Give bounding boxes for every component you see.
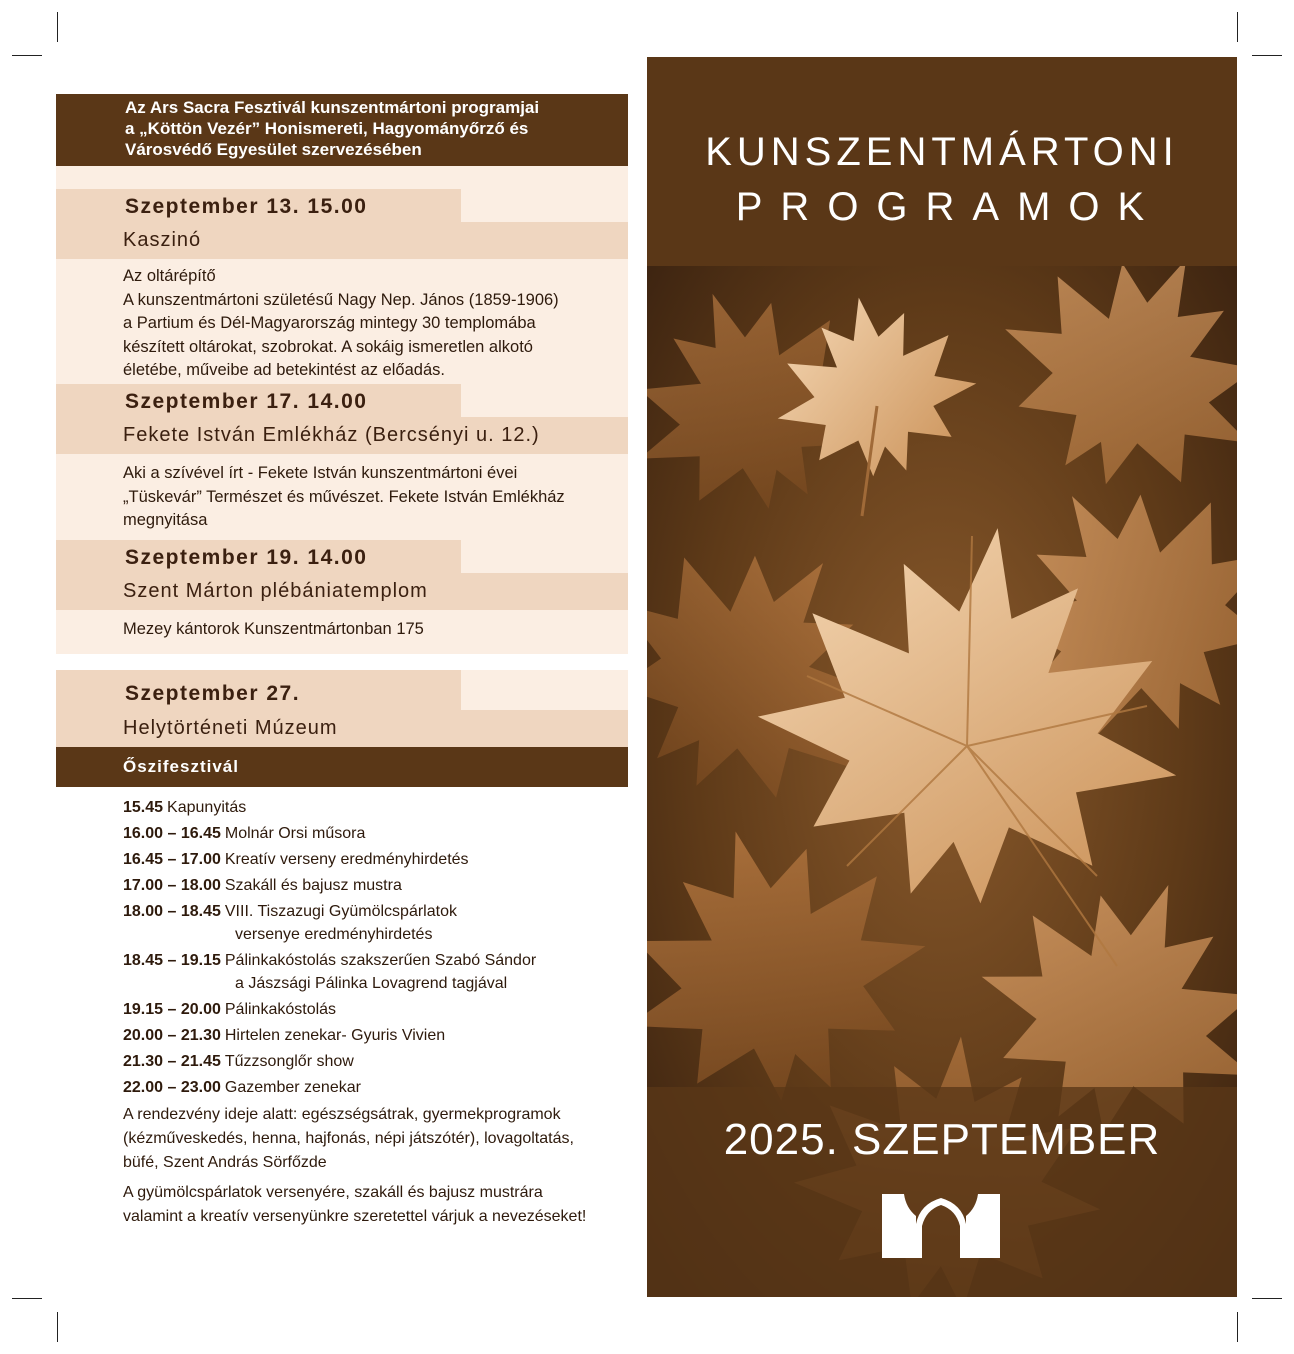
schedule-row — [123, 873, 628, 899]
schedule-time: 17.00 – 18.00 — [123, 877, 221, 894]
event-description — [56, 610, 628, 654]
festival-title-bar: Őszifesztivál — [56, 747, 628, 787]
schedule-activity: VIII. Tiszazugi Gyümölcspárlatok — [224, 903, 457, 920]
schedule-activity: Szakáll és bajusz mustra — [224, 877, 402, 894]
intro-line: Városvédő Egyesület szervezésében — [125, 140, 422, 159]
note-line: büfé, Szent András Sörfőzde — [123, 1154, 327, 1171]
cover-panel — [647, 57, 1237, 1297]
crop-mark — [1252, 55, 1282, 56]
crop-mark — [12, 1298, 42, 1299]
schedule-time: 21.30 – 21.45 — [123, 1053, 221, 1070]
schedule-activity: Kreatív verseny eredményhirdetés — [224, 851, 469, 868]
schedule-activity: Pálinkakóstolás szakszerűen Szabó Sándor — [224, 952, 537, 969]
event-date-row — [56, 670, 628, 710]
schedule-row — [123, 847, 628, 873]
description-line: Aki a szívével írt - Fekete István kunszentmártoni évei — [123, 464, 518, 482]
event-1 — [56, 189, 628, 384]
schedule-time: 15.45 — [123, 799, 164, 816]
arch-logo-icon — [882, 1194, 1000, 1258]
schedule-activity-continued: a Jászsági Pálinka Lovagrend tagjával — [235, 975, 508, 992]
event-title: Az oltárépítő — [123, 267, 216, 285]
schedule-activity: Hirtelen zenekar- Gyuris Vivien — [224, 1027, 446, 1044]
event-date: Szeptember 27. — [125, 682, 301, 705]
event-3 — [56, 540, 628, 654]
spacer-band — [56, 166, 628, 189]
event-description — [56, 454, 628, 540]
schedule-time: 22.00 – 23.00 — [123, 1079, 221, 1096]
schedule-time: 16.45 – 17.00 — [123, 851, 221, 868]
schedule-activity: Kapunyitás — [167, 799, 247, 816]
description-line: készített oltárokat, szobrokat. A sokáig ismeretlen alkotó — [123, 337, 533, 356]
program-column — [56, 94, 628, 1229]
intro-line: Az Ars Sacra Fesztivál kunszentmártoni programjai — [125, 98, 540, 117]
schedule-row — [123, 1023, 628, 1049]
schedule-time: 16.00 – 16.45 — [123, 825, 221, 842]
schedule-time: 20.00 – 21.30 — [123, 1027, 221, 1044]
crop-mark — [57, 12, 58, 42]
description-line: Mezey kántorok Kunszentmártonban 175 — [123, 620, 424, 638]
schedule-time: 19.15 – 20.00 — [123, 1001, 221, 1018]
note-line: A rendezvény ideje alatt: egészségsátrak, gyermekprogramok — [123, 1106, 561, 1123]
cover-date: 2025. SZEPTEMBER — [723, 1115, 1161, 1164]
crop-mark — [1237, 12, 1238, 42]
crop-mark — [57, 1312, 58, 1342]
crop-mark — [12, 55, 42, 56]
event-2 — [56, 384, 628, 540]
event-festival — [56, 670, 628, 1229]
event-date: Szeptember 19. 14.00 — [125, 546, 368, 569]
intro-banner — [56, 94, 628, 166]
schedule-activity: Gazember zenekar — [224, 1079, 361, 1096]
crop-mark — [1252, 1298, 1282, 1299]
note-line: A gyümölcspárlatok versenyére, szakáll és bajusz mustrára — [123, 1184, 543, 1201]
event-venue: Helytörténeti Múzeum — [56, 710, 628, 747]
schedule-row — [123, 1049, 628, 1075]
event-date-row — [56, 384, 628, 417]
festival-note — [123, 1103, 628, 1175]
event-venue: Szent Márton plébániatemplom — [56, 573, 628, 610]
schedule-row — [123, 795, 628, 821]
schedule-activity: Tűzzsonglőr show — [224, 1053, 354, 1070]
schedule-row — [123, 821, 628, 847]
description-line: életébe, műveibe ad betekintést az előadás. — [123, 361, 445, 379]
description-line: a Partium és Dél-Magyarország mintegy 30 templomába — [123, 314, 536, 332]
schedule-activity-continued: versenye eredményhirdetés — [235, 926, 433, 943]
description-line: megnyitása — [123, 511, 208, 529]
crop-mark — [1237, 1312, 1238, 1342]
festival-schedule — [56, 787, 628, 1229]
event-date-row — [56, 189, 628, 222]
intro-line: a „Köttön Vezér” Honismereti, Hagyományőrző és — [125, 119, 529, 138]
cover-title-line1: KUNSZENTMÁRTONI — [705, 130, 1179, 174]
note-line: valamint a kreatív versenyünkre szeretettel várjuk a nevezéseket! — [123, 1208, 587, 1225]
schedule-row — [123, 1075, 628, 1101]
cover-title-line2: PROGRAMOK — [735, 185, 1163, 229]
event-date: Szeptember 17. 14.00 — [125, 390, 368, 413]
event-venue: Fekete István Emlékház (Bercsényi u. 12.) — [56, 417, 628, 454]
description-line: „Tüskevár” Természet és művészet. Fekete István Emlékház — [123, 487, 565, 506]
schedule-activity: Pálinkakóstolás — [224, 1001, 337, 1018]
festival-note — [123, 1181, 628, 1229]
event-date: Szeptember 13. 15.00 — [125, 195, 368, 218]
note-line: (kézműveskedés, henna, hajfonás, népi játszótér), lovagoltatás, — [123, 1130, 574, 1147]
schedule-activity: Molnár Orsi műsora — [224, 825, 366, 842]
event-venue: Kaszinó — [56, 222, 628, 259]
schedule-row — [123, 997, 628, 1023]
schedule-time: 18.00 – 18.45 — [123, 903, 221, 920]
event-description — [56, 259, 628, 384]
description-line: A kunszentmártoni születésű Nagy Nep. János (1859-1906) — [123, 290, 559, 309]
schedule-time: 18.45 – 19.15 — [123, 952, 221, 969]
event-date-row — [56, 540, 628, 573]
